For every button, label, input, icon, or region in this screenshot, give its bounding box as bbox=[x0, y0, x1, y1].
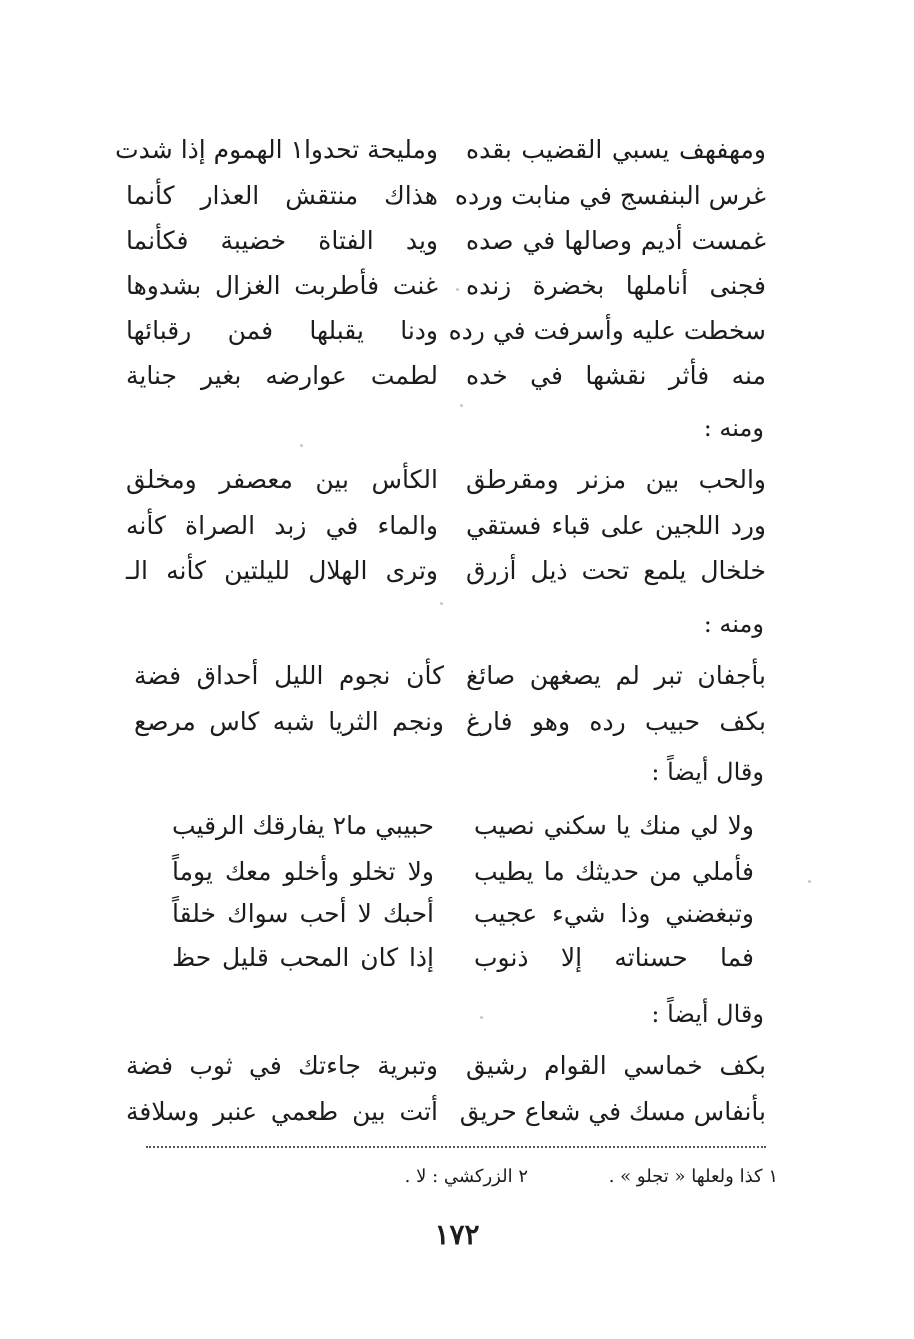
verse-first-hemistich: حبيبي ما٢ يفارقك الرقيب bbox=[172, 811, 434, 840]
verse-line bbox=[0, 848, 914, 896]
verse-second-hemistich: سخطت عليه وأسرفت في رده bbox=[448, 316, 766, 345]
section-intro: ومنه : bbox=[703, 414, 764, 442]
verse-line bbox=[0, 698, 914, 746]
verse-line bbox=[0, 262, 914, 310]
verse-line bbox=[0, 456, 914, 504]
verse-line bbox=[0, 172, 914, 220]
verse-line bbox=[0, 1042, 914, 1090]
verse-second-hemistich: بكف خماسي القوام رشيق bbox=[466, 1051, 766, 1080]
verse-line bbox=[0, 890, 914, 938]
scan-speck bbox=[300, 444, 303, 447]
verse-second-hemistich: فأملي من حديثك ما يطيب bbox=[474, 857, 754, 886]
section-intro: وقال أيضاً : bbox=[651, 758, 764, 786]
verse-second-hemistich: بأنفاس مسك في شعاع حريق bbox=[459, 1097, 766, 1126]
verse-first-hemistich: أحبك لا أحب سواك خلقاً bbox=[172, 899, 434, 928]
verse-second-hemistich: خلخال يلمع تحت ذيل أزرق bbox=[466, 556, 766, 585]
verse-first-hemistich: لطمت عوارضه بغير جناية bbox=[126, 361, 438, 390]
verse-first-hemistich: وترى الهلال لليلتين كأنه الـ bbox=[126, 556, 438, 585]
verse-first-hemistich: هذاك منتقش العذار كأنما bbox=[126, 181, 438, 210]
verse-second-hemistich: بأجفان تبر لم يصغهن صائغ bbox=[466, 661, 766, 690]
verse-first-hemistich: ونجم الثريا شبه كاس مرصع bbox=[134, 707, 444, 736]
verse-second-hemistich: منه فأثر نقشها في خده bbox=[466, 361, 766, 390]
scan-speck bbox=[456, 288, 459, 291]
verse-second-hemistich: ومهفهف يسبي القضيب بقده bbox=[466, 135, 766, 164]
verse-first-hemistich: كأن نجوم الليل أحداق فضة bbox=[134, 661, 444, 690]
verse-second-hemistich: وتبغضني وذا شيء عجيب bbox=[474, 899, 754, 928]
verse-line bbox=[0, 352, 914, 400]
verse-first-hemistich: إذا كان المحب قليل حظ bbox=[172, 943, 434, 972]
verse-second-hemistich: ورد اللجين على قباء فستقي bbox=[466, 511, 766, 540]
verse-line bbox=[0, 217, 914, 265]
verse-line bbox=[0, 934, 914, 982]
verse-line bbox=[0, 802, 914, 850]
verse-line bbox=[0, 307, 914, 355]
verse-line bbox=[0, 1088, 914, 1136]
scan-speck bbox=[460, 404, 463, 407]
verse-second-hemistich: فما حسناته إلا ذنوب bbox=[474, 943, 754, 972]
verse-line bbox=[0, 652, 914, 700]
verse-line bbox=[0, 126, 914, 174]
verse-second-hemistich: غمست أديم وصالها في صده bbox=[466, 226, 766, 255]
verse-first-hemistich: ويد الفتاة خضيبة فكأنما bbox=[126, 226, 438, 255]
scan-speck bbox=[480, 1016, 483, 1019]
scan-speck bbox=[440, 602, 443, 605]
verse-first-hemistich: ولا تخلو وأخلو معك يوماً bbox=[172, 857, 434, 886]
verse-second-hemistich: غرس البنفسج في منابت ورده bbox=[454, 181, 766, 210]
verse-first-hemistich: وتبرية جاءتك في ثوب فضة bbox=[126, 1051, 438, 1080]
section-intro: وقال أيضاً : bbox=[651, 1000, 764, 1028]
verse-second-hemistich: فجنى أناملها بخضرة زنده bbox=[466, 271, 766, 300]
footnote-divider bbox=[146, 1146, 766, 1148]
section-intro: ومنه : bbox=[703, 610, 764, 638]
verse-second-hemistich: بكف حبيب رده وهو فارغ bbox=[466, 707, 766, 736]
page-number: ١٧٢ bbox=[434, 1218, 480, 1251]
footnote-2: ٢ الزركشي : لا . bbox=[404, 1166, 528, 1187]
verse-first-hemistich: أتت بين طعمي عنبر وسلافة bbox=[126, 1097, 438, 1126]
verse-line bbox=[0, 547, 914, 595]
verse-first-hemistich: غنت فأطربت الغزال بشدوها bbox=[126, 271, 438, 300]
verse-line bbox=[0, 502, 914, 550]
verse-first-hemistich: ودنا يقبلها فمن رقبائها bbox=[126, 316, 438, 345]
verse-second-hemistich: ولا لي منك يا سكني نصيب bbox=[474, 811, 754, 840]
verse-first-hemistich: ومليحة تحدوا١ الهموم إذا شدت bbox=[115, 135, 438, 164]
verse-first-hemistich: والماء في زبد الصراة كأنه bbox=[126, 511, 438, 540]
scan-speck bbox=[808, 880, 811, 883]
verse-first-hemistich: الكأس بين معصفر ومخلق bbox=[126, 465, 438, 494]
verse-second-hemistich: والحب بين مزنر ومقرطق bbox=[466, 465, 766, 494]
footnote-1: ١ كذا ولعلها « تجلو » . bbox=[608, 1166, 778, 1187]
